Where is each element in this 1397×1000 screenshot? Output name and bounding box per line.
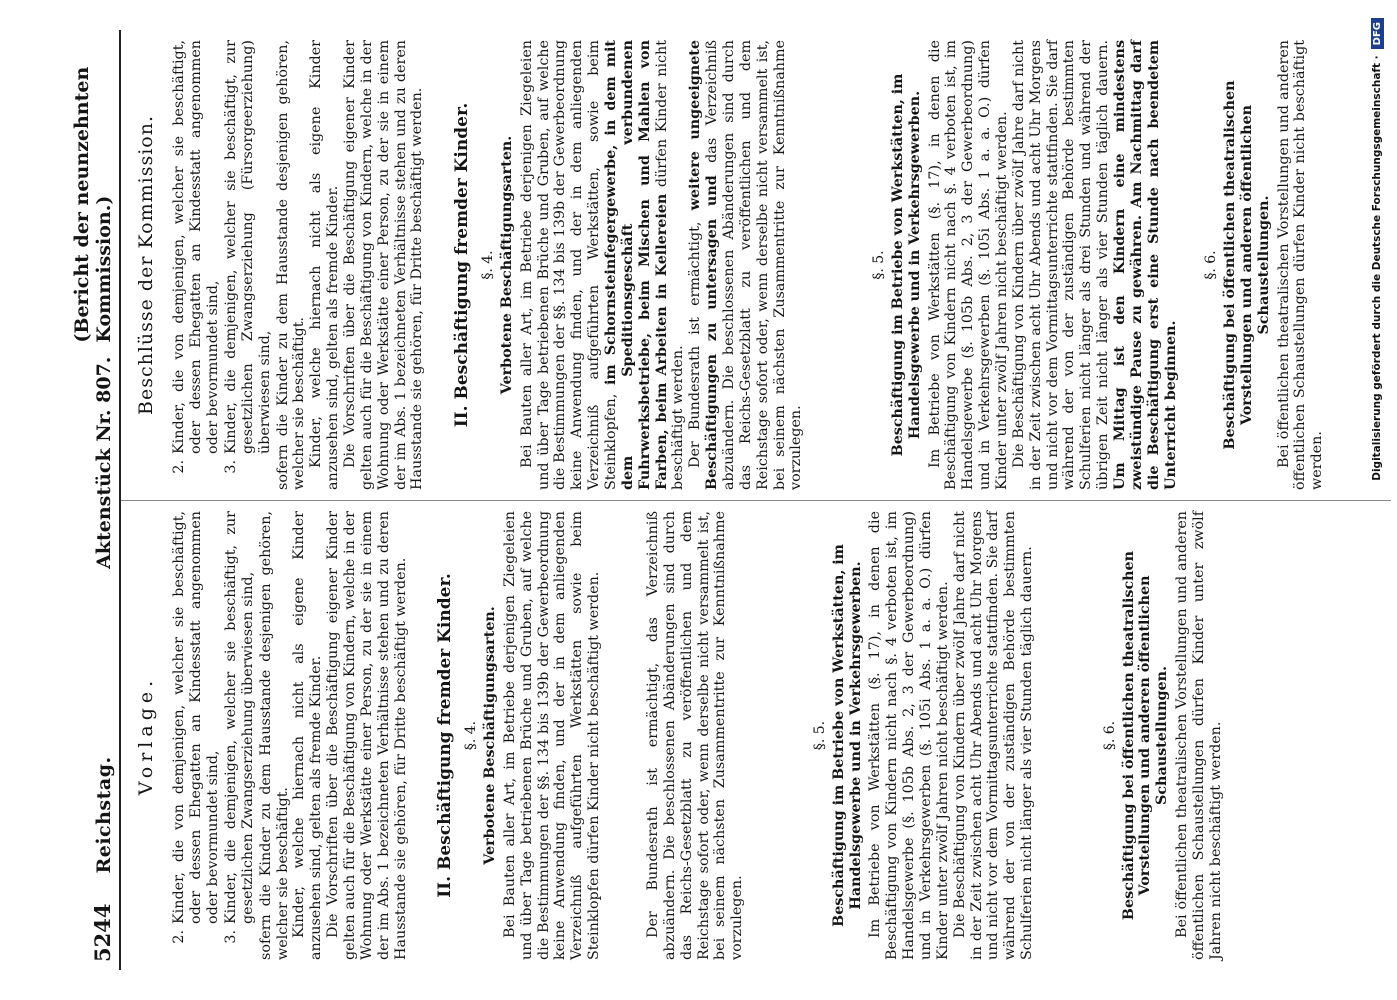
two-column-body: [121, 30, 1391, 970]
list-item: 3. Kinder, die demjenigen, welcher sie beschäftigt, zur gesetzlichen Zwangserziehung überwiesen sind,: [222, 511, 256, 944]
paragraph: Im Betriebe von Werkstätten (§. 17), in denen die Beschäftigung von Kindern nicht nach §. 4 verboten ist, im Handelsgewerbe (§. 105b Abs. 2, 3 der Gewerbeordnung) und in Verkehrsgewerben (§. 105i Abs. 1 a. a. O.) dürfen Kinder unter zwölf Jahren nicht beschäftigt werden.: [926, 40, 1010, 490]
paragraph: sofern die Kinder zu dem Hausstande desjenigen gehören, welcher sie beschäftigt.: [257, 511, 291, 960]
paragraph-number: §. 5.: [812, 720, 829, 751]
paragraph: Die Vorschriften über die Beschäftigung eigener Kinder gelten auch für die Beschäftigung von Kindern, welche in der Wohnung oder Werkstätte einer Person, zu der sie in einem der im Abs. 1 bezeichneten Verhältnisse stehen und zu deren Hausstande sie gehören, für Dritte beschäftigt werden.: [342, 40, 426, 490]
paragraph: Im Betriebe von Werkstätten (§. 17), in denen die Beschäftigung von Kindern nicht nach §. 4 verboten ist, im Handelsgewerbe (§. 105b Abs. 2, 3 der Gewerbeordnung) und in Verkehrsgewerben (§. 105i Abs. 1 a. a. O.) dürfen Kinder unter zwölf Jahren nicht beschäftigt werden.: [867, 511, 951, 960]
paragraph: Die Vorschriften über die Beschäftigung eigener Kinder gelten auch für die Beschäftigung von Kindern, welche in der Wohnung oder Werkstätte einer Person, zu der sie in einem der im Abs. 1 bezeichneten Verhältnisse stehen und zu deren Hausstande sie gehören, für Dritte beschäftigt werden.: [325, 511, 409, 960]
section-title: II. Beschäftigung fremder Kinder.: [452, 102, 473, 428]
subsection-title: Beschäftigung im Betriebe von Werkstätten, im Handelsgewerbe und in Verkehrsgewerben.: [889, 73, 923, 457]
column-title-vorlage: Vorlage.: [135, 675, 157, 796]
paragraph-number: §. 6.: [1203, 250, 1220, 280]
paragraph: Bei öffentlichen theatralischen Vorstellungen und anderen öffentlichen Schaustellungen dürfen Kinder unter zwölf Jahren nicht beschäftigt werden.: [1174, 511, 1224, 960]
column-beschluesse: [121, 30, 1391, 500]
page-header: [71, 30, 121, 970]
digitization-stamp: [1362, 8, 1392, 992]
header-document: Aktenstück Nr. 807.: [93, 356, 115, 569]
paragraph: Bei Bauten aller Art, im Betriebe derjenigen Ziegeleien und über Tage betriebenen Brüche und Gruben, auf welche die Bestimmungen der §§. 134 bis 139b der Gewerbeordnung keine Anwendung finden, und der in dem anliegenden Verzeichniß aufgeführten Werkstätten, sowie beim Steinklopfen, im Schornsteinfegergewerbe, in dem mit dem Speditionsgeschäft verbundenen Fuhrwerksbetriebe, beim Mischen und Mahlen von Farben, beim Arbeiten in Kellereien dürfen Kinder nicht beschäftigt werden.: [518, 39, 687, 490]
stamp-text: Digitalisierung gefördert durch die Deutsche Forschungsgemeinschaft ·: [1371, 55, 1383, 481]
paragraph: Die Beschäftigung von Kindern über zwölf Jahre darf nicht in der Zeit zwischen acht Uhr Abends und acht Uhr Morgens und nicht vor dem Vormittagsunterrichte stattfinden. Sie darf während der von der zuständigen Behörde bestimmten Schulferien nicht länger als vier Stunden täglich dauern.: [951, 511, 1036, 960]
paragraph: Kinder, welche hiernach nicht als eigene Kinder anzusehen sind, gelten als fremde Kinder.: [291, 511, 325, 960]
page-number: 5244: [90, 903, 115, 962]
paragraph: Der Bundesrath ist ermächtigt, weitere ungeeignete Beschäftigungen zu untersagen und das Verzeichniß abzuändern. Die beschlossenen Abänderungen sind durch das Reichs-Gesetzblatt zu veröffentlichen und dem Reichstage sofort oder, wenn derselbe nicht versammelt ist, bei seinem nächsten Zusammentritte zur Kenntnißnahme vorzulegen.: [687, 39, 805, 490]
header-report: (Bericht der neunzehnten Kommission.): [71, 66, 115, 343]
rotated-document-page: [71, 0, 1397, 1000]
paragraph: Die Beschäftigung von Kindern über zwölf Jahre darf nicht in der Zeit zwischen acht Uhr Abends und acht Uhr Morgens und nicht vor dem Vormittagsunterrichte stattfinden. Sie darf während der von der zuständigen Behörde bestimmten Schulferien nicht länger als drei Stunden und während der übrigen Zeit nicht länger als vier Stunden täglich dauern. Um Mittag ist den Kindern eine mindestens zweistündige Pause zu gewähren. Am Nachmittag darf die Beschäftigung erst eine Stunde nach beendetem Unterricht beginnen.: [1010, 40, 1179, 490]
paragraph: Der Bundesrath ist ermächtigt, das Verzeichniß abzuändern. Die beschlossenen Abänderungen sind durch das Reichs-Gesetzblatt zu veröffentlichen und dem Reichstage sofort oder, wenn derselbe nicht versammelt ist, bei seinem nächsten Zusammentritte zur Kenntnißnahme vorzulegen.: [645, 511, 746, 960]
dfg-logo-icon: DFG: [1371, 18, 1384, 49]
paragraph-number: §. 4.: [480, 250, 497, 280]
subsection-title: Verbotene Beschäftigungsarten.: [482, 606, 498, 865]
paragraph: Kinder, welche hiernach nicht als eigene Kinder anzusehen sind, gelten als fremde Kinder.: [308, 40, 342, 490]
list-item: 2. Kinder, die von demjenigen, welcher sie beschäftigt, oder dessen Ehegatten an Kindesstatt angenommen oder bevormundet sind,: [171, 40, 222, 474]
section-title: II. Beschäftigung fremder Kinder.: [435, 573, 456, 898]
column-vorlage: [121, 500, 1391, 970]
list-item: 3. Kinder, die demjenigen, welcher sie beschäftigt, zur gesetzlichen Zwangserziehung (Fürsorgeerziehung) überwiesen sind,: [222, 40, 273, 474]
subsection-title: Beschäftigung bei öffentlichen theatralischen Vorstellungen und anderen öffentlichen Schaustellungen.: [1221, 80, 1272, 450]
paragraph: sofern die Kinder zu dem Hausstande desjenigen gehören, welcher sie beschäftigt.: [274, 40, 308, 490]
column-title-beschluesse: Beschlüsse der Kommission.: [135, 115, 157, 415]
header-publication: Reichstag.: [93, 756, 115, 874]
paragraph: Bei öffentlichen theatralischen Vorstellungen und anderen öffentlichen Schaustellungen dürfen Kinder nicht beschäftigt werden.: [1275, 40, 1326, 490]
list-item: 2. Kinder, die von demjenigen, welcher sie beschäftigt, oder dessen Ehegatten an Kindesstatt angenommen oder bevormundet sind,: [171, 511, 222, 944]
paragraph-number: §. 6.: [1102, 720, 1118, 751]
subsection-title: Verbotene Beschäftigungsarten.: [498, 135, 515, 395]
paragraph: Bei Bauten aller Art, im Betriebe derjenigen Ziegeleien und über Tage betriebenen Brüche und Gruben, auf welche die Bestimmungen der §§. 134 bis 139b der Gewerbeordnung keine Anwendung finden, und der in dem anliegenden Verzeichniß aufgeführten Werkstätten sowie beim Steinklopfen dürfen Kinder nicht beschäftigt werden.: [501, 511, 603, 960]
subsection-title: Beschäftigung bei öffentlichen theatralischen Vorstellungen und anderen öffentlichen Schaustellungen.: [1120, 550, 1171, 921]
paragraph-number: §. 5.: [871, 250, 888, 280]
paragraph-number: §. 4.: [463, 720, 480, 751]
subsection-title: Beschäftigung im Betriebe von Werkstätten, im Handelsgewerbe und in Verkehrsgewerben.: [830, 544, 864, 927]
